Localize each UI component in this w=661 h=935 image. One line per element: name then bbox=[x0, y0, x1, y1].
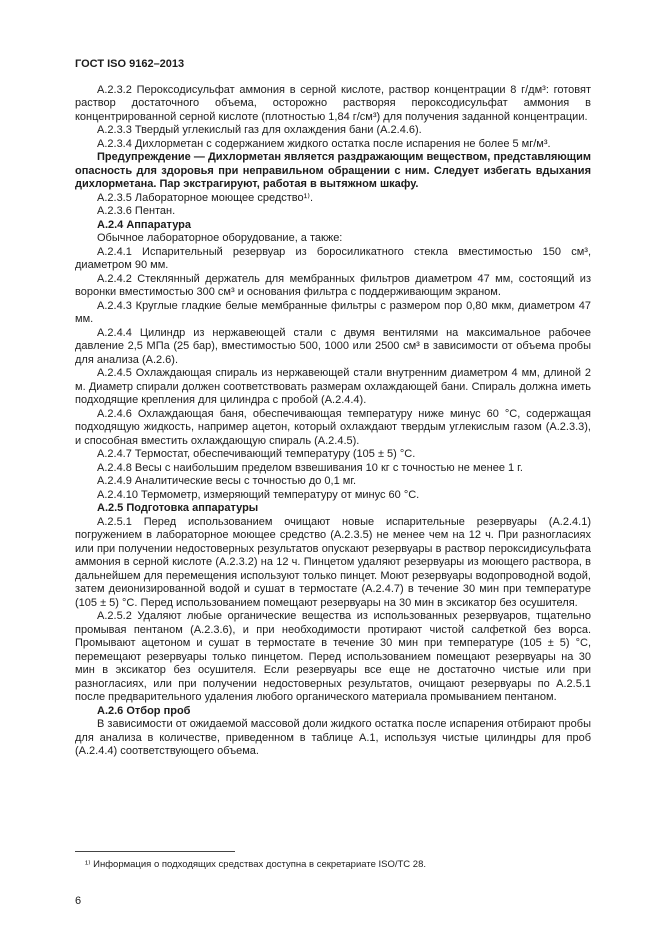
section-heading: А.2.5 Подготовка аппаратуры bbox=[97, 502, 259, 514]
paragraph: Обычное лабораторное оборудование, а также: bbox=[97, 232, 343, 244]
footnote bbox=[75, 859, 591, 871]
paragraph: А.2.3.3 Твердый углекислый газ для охлаждения бани (А.2.4.6). bbox=[97, 124, 422, 136]
page-header: ГОСТ ISO 9162–2013 bbox=[75, 58, 185, 70]
footnote-text: Информация о подходящих средствах доступна в секретариате ISO/TC 28. bbox=[93, 859, 427, 870]
section-heading: А.2.4 Аппаратура bbox=[97, 218, 192, 231]
section-heading: А.2.6 Отбор проб bbox=[97, 704, 191, 717]
paragraph: А.2.4.8 Весы с наибольшим пределом взвешивания 10 кг с точностью не менее 1 г. bbox=[97, 461, 523, 474]
paragraph: А.2.4.2 Стеклянный держатель для мембранных фильтров диаметром 47 мм, состоящий из воронки вместимостью 300 см³ и основания фильтра с поддерживающим экраном. bbox=[75, 272, 591, 298]
footnote-marker: ¹⁾ bbox=[85, 859, 91, 870]
paragraph: А.2.3.5 Лабораторное моющее средство¹⁾. bbox=[97, 191, 314, 204]
paragraph: А.2.4.1 Испарительный резервуар из боросиликатного стекла вместимостью 150 см³, диаметром 90 мм. bbox=[75, 245, 591, 271]
document-body bbox=[75, 84, 591, 759]
page-content bbox=[75, 58, 591, 759]
paragraph: А.2.4.10 Термометр, измеряющий температуру от минус 60 °С. bbox=[97, 488, 420, 501]
paragraph: А.2.4.6 Охлаждающая баня, обеспечивающая температуру ниже минус 60 °С, содержащая подходящую жидкость, например ацетон, который охлаждают твердым углекислым газом (А.2.3.3), и способная вместить охлаждающую спираль (А.2.4.5). bbox=[75, 407, 591, 447]
warning-paragraph: Предупреждение — Дихлорметан является раздражающим веществом, представляющим опасность для здоровья при неправильном обращении с ним. Следует избегать вдыхания дихлорметана. Пар экстрагируют, работая в вытяжном шкафу. bbox=[75, 151, 591, 190]
paragraph: А.2.3.4 Дихлорметан с содержанием жидкого остатка после испарения не более 5 мг/м³. bbox=[97, 137, 551, 150]
paragraph: А.2.3.6 Пентан. bbox=[97, 205, 176, 217]
paragraph: А.2.4.3 Круглые гладкие белые мембранные фильтры с размером пор 0,80 мкм, диаметром 47 мм. bbox=[75, 299, 591, 325]
paragraph: А.2.3.2 Пероксодисульфат аммония в серной кислоте, раствор концентрации 8 г/дм³: готовят раствор достаточного объема, осторожно растворяя пероксодисульфат аммония в концентрированной серной кислоте (плотностью 1,84 г/см³) для получения заданной концентрации. bbox=[75, 83, 591, 123]
page-number: 6 bbox=[75, 895, 82, 907]
paragraph: А.2.4.4 Цилиндр из нержавеющей стали с двумя вентилями на максимальное рабочее давление 2,5 МПа (25 бар), вместимостью 500, 1000 или 2500 см³ в зависимости от объема пробы для анализа (А.2.6). bbox=[75, 326, 591, 366]
paragraph: А.2.5.2 Удаляют любые органические вещества из использованных резервуаров, тщательно промывая пентаном (А.2.3.6), и при необходимости протирают чистой салфеткой без ворса. Промывают ацетоном и сушат в термостате в течение 30 мин при температуре (105 ± 5) °С, перемещают резервуары только пинцетом. Перед использованием помещают резервуары на 30 мин в эксикатор без осушителя. Если резервуары все еще не достаточно чистые или при разногласиях, или при получении недостоверных результатов, очищают резервуары по А.2.5.1 после предварительного удаления любого органического материала промыванием пентаном. bbox=[75, 610, 591, 703]
footnote-rule bbox=[75, 851, 235, 852]
paragraph: А.2.4.7 Термостат, обеспечивающий температуру (105 ± 5) °С. bbox=[97, 448, 416, 460]
paragraph: А.2.4.9 Аналитические весы с точностью до 0,1 мг. bbox=[97, 475, 357, 487]
paragraph: В зависимости от ожидаемой массовой доли жидкого остатка после испарения отбирают пробы для анализа в количестве, приведенном в таблице А.1, используя чистые цилиндры для проб (А.2.4.4) соответствующего объема. bbox=[75, 718, 591, 757]
footnote-area bbox=[75, 851, 591, 871]
paragraph: А.2.4.5 Охлаждающая спираль из нержавеющей стали внутренним диаметром 4 мм, длиной 2 м. Диаметр спирали должен соответствовать размерам охлаждающей бани. Спираль должна иметь подходящие крепления для цилиндра с пробой (А.2.4.4). bbox=[75, 367, 591, 406]
paragraph: А.2.5.1 Перед использованием очищают новые испарительные резервуары (А.2.4.1) погружением в лабораторное моющее средство (А.2.3.5) не менее чем на 12 ч. При разногласиях или при получении недостоверных результатов опускают резервуары в раствор пероксидисульфата аммония в серной кислоте (А.2.3.2) на 12 ч. Пинцетом удаляют резервуары из моющего раствора, в дальнейшем для перемещения используют только пинцет. Моют резервуары водопроводной водой, затем деионизированной водой и сушат в термостате (А.2.4.7) в течение 30 мин при температуре (105 ± 5) °С. Перед использованием помещают резервуары на 30 мин в эксикатор без осушителя. bbox=[75, 515, 591, 609]
